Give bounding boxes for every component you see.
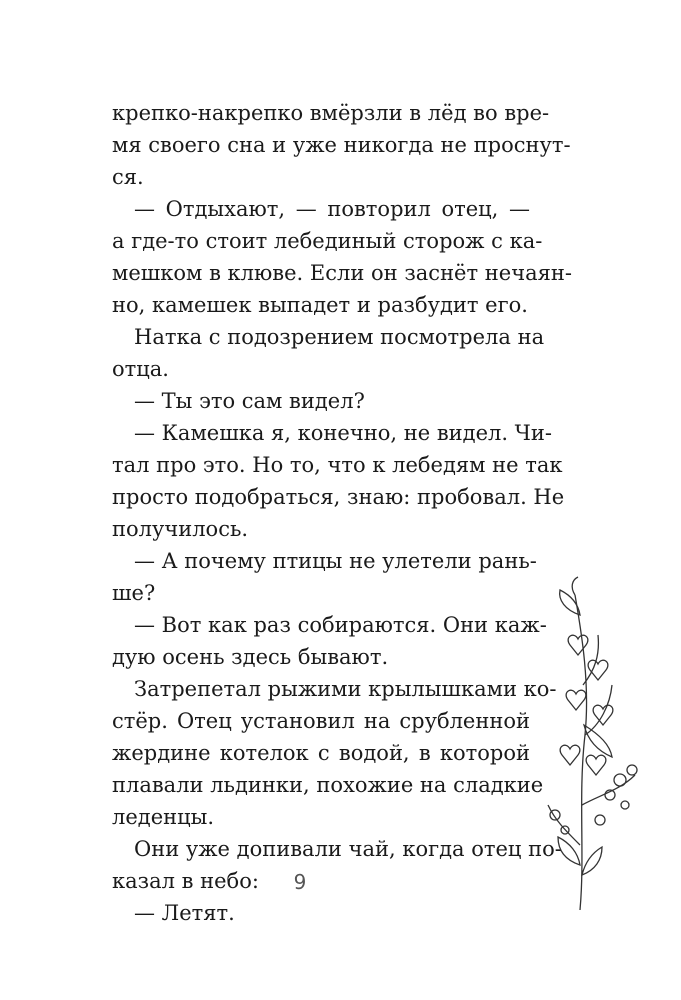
text-line: — Летят. <box>134 901 235 925</box>
text-line: отца. <box>112 357 169 381</box>
text-line: дую осень здесь бывают. <box>112 645 389 669</box>
text-line: леденцы. <box>112 805 215 829</box>
text-line: Натка с подозрением посмотрела на <box>134 325 545 349</box>
text-line: мешком в клюве. Если он заснёт нечаян- <box>112 261 572 285</box>
text-line: плавали льдинки, похожие на сладкие <box>112 773 544 797</box>
page-number: 9 <box>293 870 307 894</box>
text-line: ся. <box>112 165 144 189</box>
text-line: жердине котелок с водой, в которой <box>112 741 530 765</box>
text-line: а где-то стоит лебединый сторож с ка- <box>112 229 543 253</box>
text-line: мя своего сна и уже никогда не проснут- <box>112 133 571 157</box>
text-line: — А почему птицы не улетели рань- <box>134 549 537 573</box>
text-line: Они уже допивали чай, когда отец по- <box>134 837 562 861</box>
text-line: — Камешка я, конечно, не видел. Чи- <box>134 421 553 445</box>
text-line: крепко-накрепко вмёрзли в лёд во вре- <box>112 101 550 125</box>
text-line: ше? <box>112 581 156 605</box>
text-line: тал про это. Но то, что к лебедям не так <box>112 453 563 477</box>
text-line: — Ты это сам видел? <box>134 389 365 413</box>
text-line: казал в небо: <box>112 869 259 893</box>
text-line: но, камешек выпадет и разбудит его. <box>112 293 528 317</box>
body-text <box>112 97 572 929</box>
text-line: Затрепетал рыжими крылышками ко- <box>134 677 557 701</box>
text-line: — Отдыхают, — повторил отец, — <box>134 197 530 221</box>
text-line: получилось. <box>112 517 249 541</box>
flower-sprig-icon <box>540 575 660 915</box>
text-line: просто подобраться, знаю: пробовал. Не <box>112 485 565 509</box>
text-line: стёр. Отец установил на срубленной <box>112 709 530 733</box>
text-line: — Вот как раз собираются. Они каж- <box>134 613 547 637</box>
